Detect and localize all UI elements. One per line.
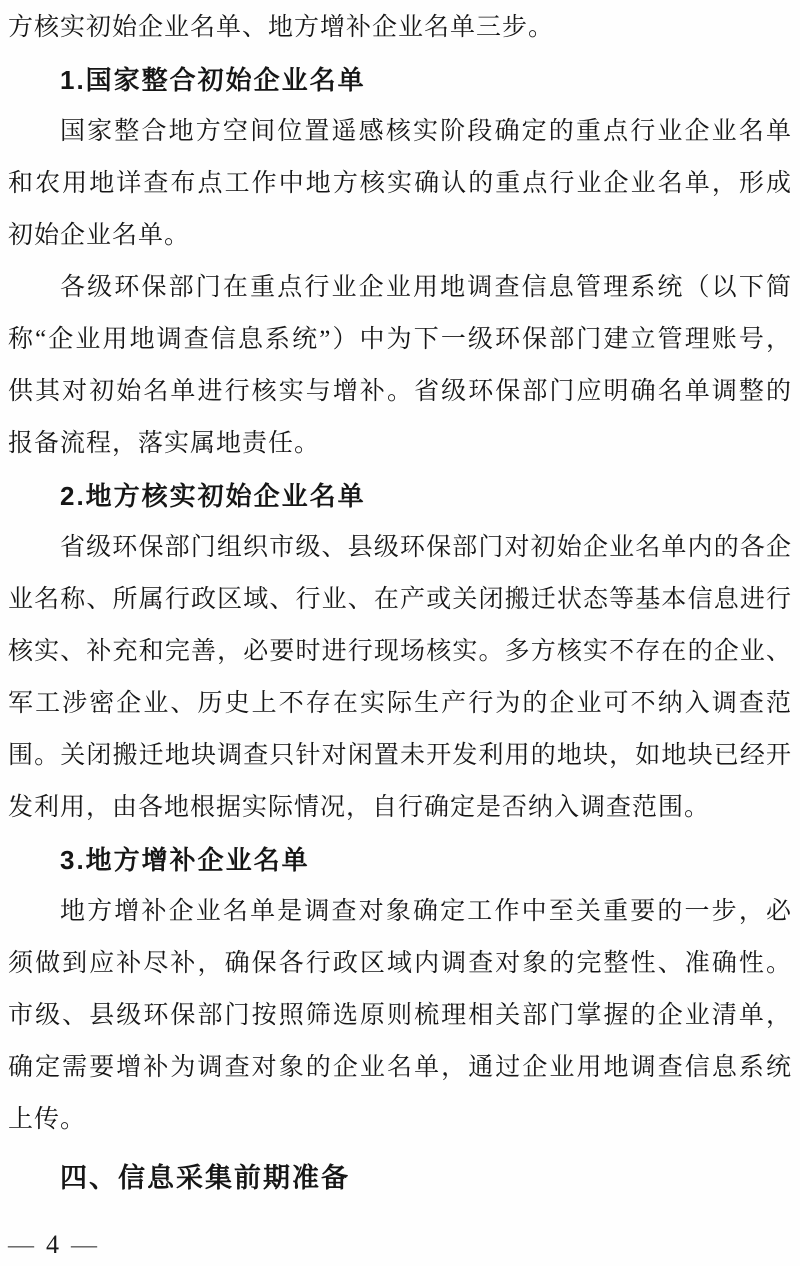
section-heading: 四、信息采集前期准备 bbox=[60, 1163, 350, 1193]
text-line: 确定需要增补为调查对象的企业名单，通过企业用地调查信息系统 bbox=[8, 1054, 792, 1081]
text-line: 省级环保部门组织市级、县级环保部门对初始企业名单内的各企 bbox=[60, 534, 792, 561]
text-line: 业名称、所属行政区域、行业、在产或关闭搬迁状态等基本信息进行 bbox=[8, 586, 792, 613]
text-line: 须做到应补尽补，确保各行政区域内调查对象的完整性、准确性。 bbox=[8, 950, 792, 977]
text-line: 上传。 bbox=[8, 1106, 87, 1133]
text-line: 方核实初始企业名单、地方增补企业名单三步。 bbox=[8, 14, 555, 41]
text-line: 地方增补企业名单是调查对象确定工作中至关重要的一步，必 bbox=[60, 898, 792, 925]
section-heading: 3.地方增补企业名单 bbox=[60, 845, 310, 875]
text-line: 军工涉密企业、历史上不存在实际生产行为的企业可不纳入调查范 bbox=[8, 690, 792, 717]
text-line: 供其对初始名单进行核实与增补。省级环保部门应明确名单调整的 bbox=[8, 378, 792, 405]
page-number: 4 bbox=[46, 1230, 59, 1259]
section-heading: 2.地方核实初始企业名单 bbox=[60, 481, 366, 511]
footer-left-dash: — bbox=[8, 1230, 34, 1259]
text-line: 核实、补充和完善，必要时进行现场核实。多方核实不存在的企业、 bbox=[8, 638, 792, 665]
text-line: 发利用，由各地根据实际情况，自行确定是否纳入调查范围。 bbox=[8, 794, 711, 821]
text-line: 和农用地详查布点工作中地方核实确认的重点行业企业名单，形成 bbox=[8, 170, 792, 197]
text-line: 市级、县级环保部门按照筛选原则梳理相关部门掌握的企业清单， bbox=[8, 1002, 792, 1029]
text-line: 各级环保部门在重点行业企业用地调查信息管理系统（以下简 bbox=[60, 274, 792, 301]
text-line: 报备流程，落实属地责任。 bbox=[8, 430, 321, 457]
text-line: 国家整合地方空间位置遥感核实阶段确定的重点行业企业名单 bbox=[60, 118, 792, 145]
footer-right-dash: — bbox=[71, 1230, 97, 1259]
text-line: 称“企业用地调查信息系统”）中为下一级环保部门建立管理账号， bbox=[8, 326, 792, 353]
text-line: 初始企业名单。 bbox=[8, 222, 191, 249]
text-line: 围。关闭搬迁地块调查只针对闲置未开发利用的地块，如地块已经开 bbox=[8, 742, 792, 769]
document-text-block bbox=[8, 2, 792, 1204]
section-heading: 1.国家整合初始企业名单 bbox=[60, 65, 366, 95]
page-footer bbox=[8, 1228, 97, 1262]
